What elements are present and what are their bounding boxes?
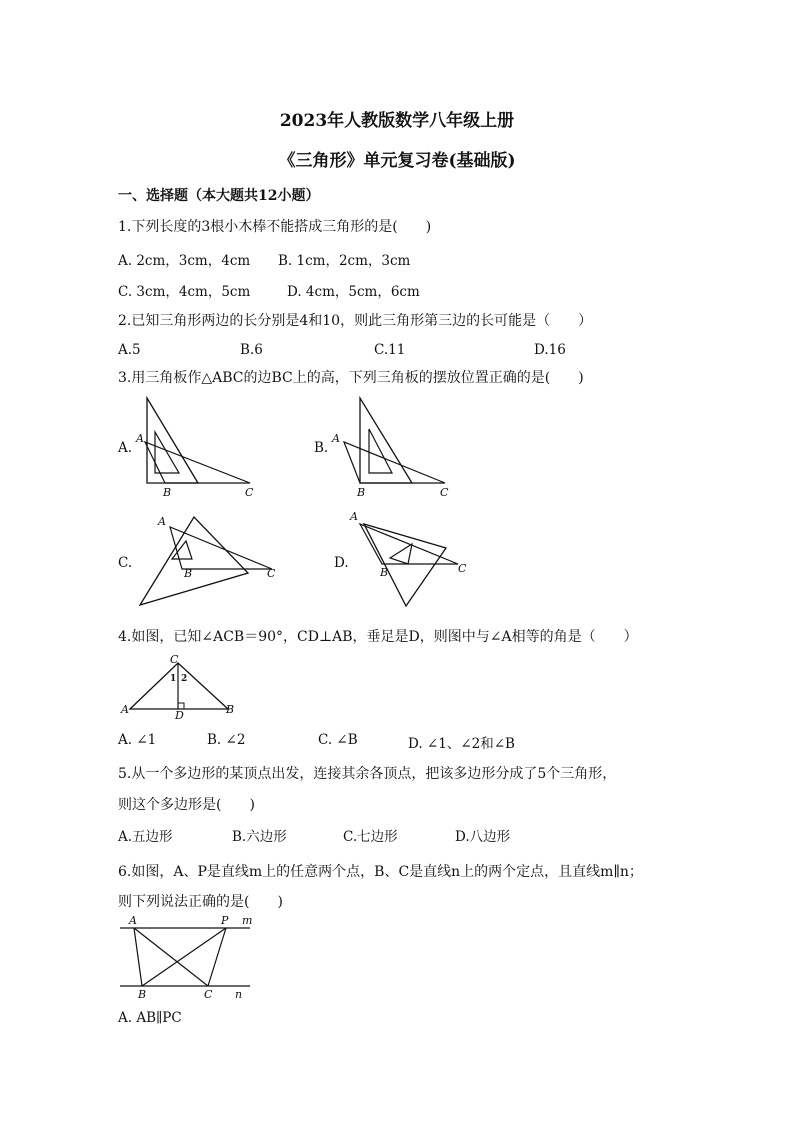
q2-option-c: C.11 [374, 342, 406, 358]
q3a-vertex-c: C [245, 486, 254, 499]
question-2-stem: 2.已知三角形两边的长分别是4和10，则此三角形第三边的长可能是（ ） [118, 313, 593, 329]
q1-option-d: D. 4cm，5cm，6cm [287, 284, 420, 300]
q6-figure [118, 914, 258, 1000]
q2-option-d: D.16 [534, 342, 566, 358]
document-title: 2023年人教版数学八年级上册 [279, 111, 515, 131]
q6-label-m: m [242, 914, 253, 927]
q4-label-angle-1: 1 [170, 674, 177, 684]
question-1-stem: 1.下列长度的3根小木棒不能搭成三角形的是( ) [118, 219, 432, 235]
q6-label-n: n [235, 988, 243, 1001]
q6-option-a: A. AB∥PC [118, 1010, 182, 1026]
q3-figure-c-label: C. [118, 555, 133, 571]
q6-label-a: A [129, 914, 137, 927]
q4-option-c: C. ∠B [318, 732, 358, 748]
q6-label-c: C [204, 988, 213, 1001]
q1-option-b: B. 1cm，2cm，3cm [278, 253, 411, 269]
question-3-stem: 3.用三角板作△ABC的边BC上的高，下列三角板的摆放位置正确的是( ) [118, 370, 584, 386]
q3-figure-b [330, 395, 460, 500]
q5-option-b: B.六边形 [232, 829, 287, 845]
section-heading: 一、选择题（本大题共12小题） [118, 188, 320, 204]
q3-figure-d-label: D. [334, 555, 349, 571]
q4-label-a: A [121, 703, 129, 716]
question-6-stem-line1: 6.如图，A、P是直线m上的任意两个点，B、C是直线n上的两个定点，且直线m∥n； [118, 864, 643, 880]
question-4-stem: 4.如图，已知∠ACB＝90°，CD⊥AB，垂足是D，则图中与∠A相等的角是（ ） [118, 629, 638, 645]
q3-figure-b-label: B. [314, 440, 329, 456]
q6-label-b: B [138, 988, 147, 1001]
q3a-vertex-b: B [163, 486, 172, 499]
q3c-vertex-c: C [267, 567, 276, 580]
q3b-vertex-b: B [357, 486, 366, 499]
q4-label-d: D [175, 709, 184, 722]
q3d-vertex-c: C [458, 562, 467, 575]
q5-option-c: C.七边形 [343, 829, 398, 845]
question-5-stem-line1: 5.从一个多边形的某顶点出发，连接其余各顶点，把该多边形分成了5个三角形， [118, 766, 617, 782]
q3-figure-c [130, 513, 280, 613]
q1-option-c: C. 3cm，4cm，5cm [118, 284, 251, 300]
q3b-vertex-c: C [440, 486, 449, 499]
q4-option-d: D. ∠1、∠2和∠B [408, 736, 515, 752]
question-5-stem-line2: 则这个多边形是( ) [118, 797, 255, 813]
q3-figure-d [348, 508, 478, 613]
q4-figure [118, 653, 238, 720]
q6-label-p: P [221, 914, 229, 927]
q1-option-a: A. 2cm，3cm，4cm [118, 253, 251, 269]
q3c-vertex-a: A [158, 515, 166, 528]
q3b-vertex-a: A [332, 432, 340, 445]
q3-figure-a [135, 395, 265, 500]
q3d-vertex-b: B [380, 566, 389, 579]
q2-option-b: B.6 [240, 342, 263, 358]
q3c-vertex-b: B [184, 567, 193, 580]
q5-option-a: A.五边形 [118, 829, 173, 845]
q4-option-b: B. ∠2 [207, 732, 246, 748]
q3a-vertex-a: A [136, 432, 144, 445]
q4-label-b: B [226, 703, 235, 716]
q4-option-a: A. ∠1 [118, 732, 157, 748]
q5-option-d: D.八边形 [455, 829, 511, 845]
q3-figure-a-label: A. [118, 440, 133, 456]
q3d-vertex-a: A [350, 510, 358, 523]
question-6-stem-line2: 则下列说法正确的是( ) [118, 894, 283, 910]
document-subtitle: 《三角形》单元复习卷(基础版) [278, 151, 516, 171]
q4-label-angle-2: 2 [181, 674, 188, 684]
q4-label-c: C [170, 653, 179, 666]
q2-option-a: A.5 [118, 342, 141, 358]
